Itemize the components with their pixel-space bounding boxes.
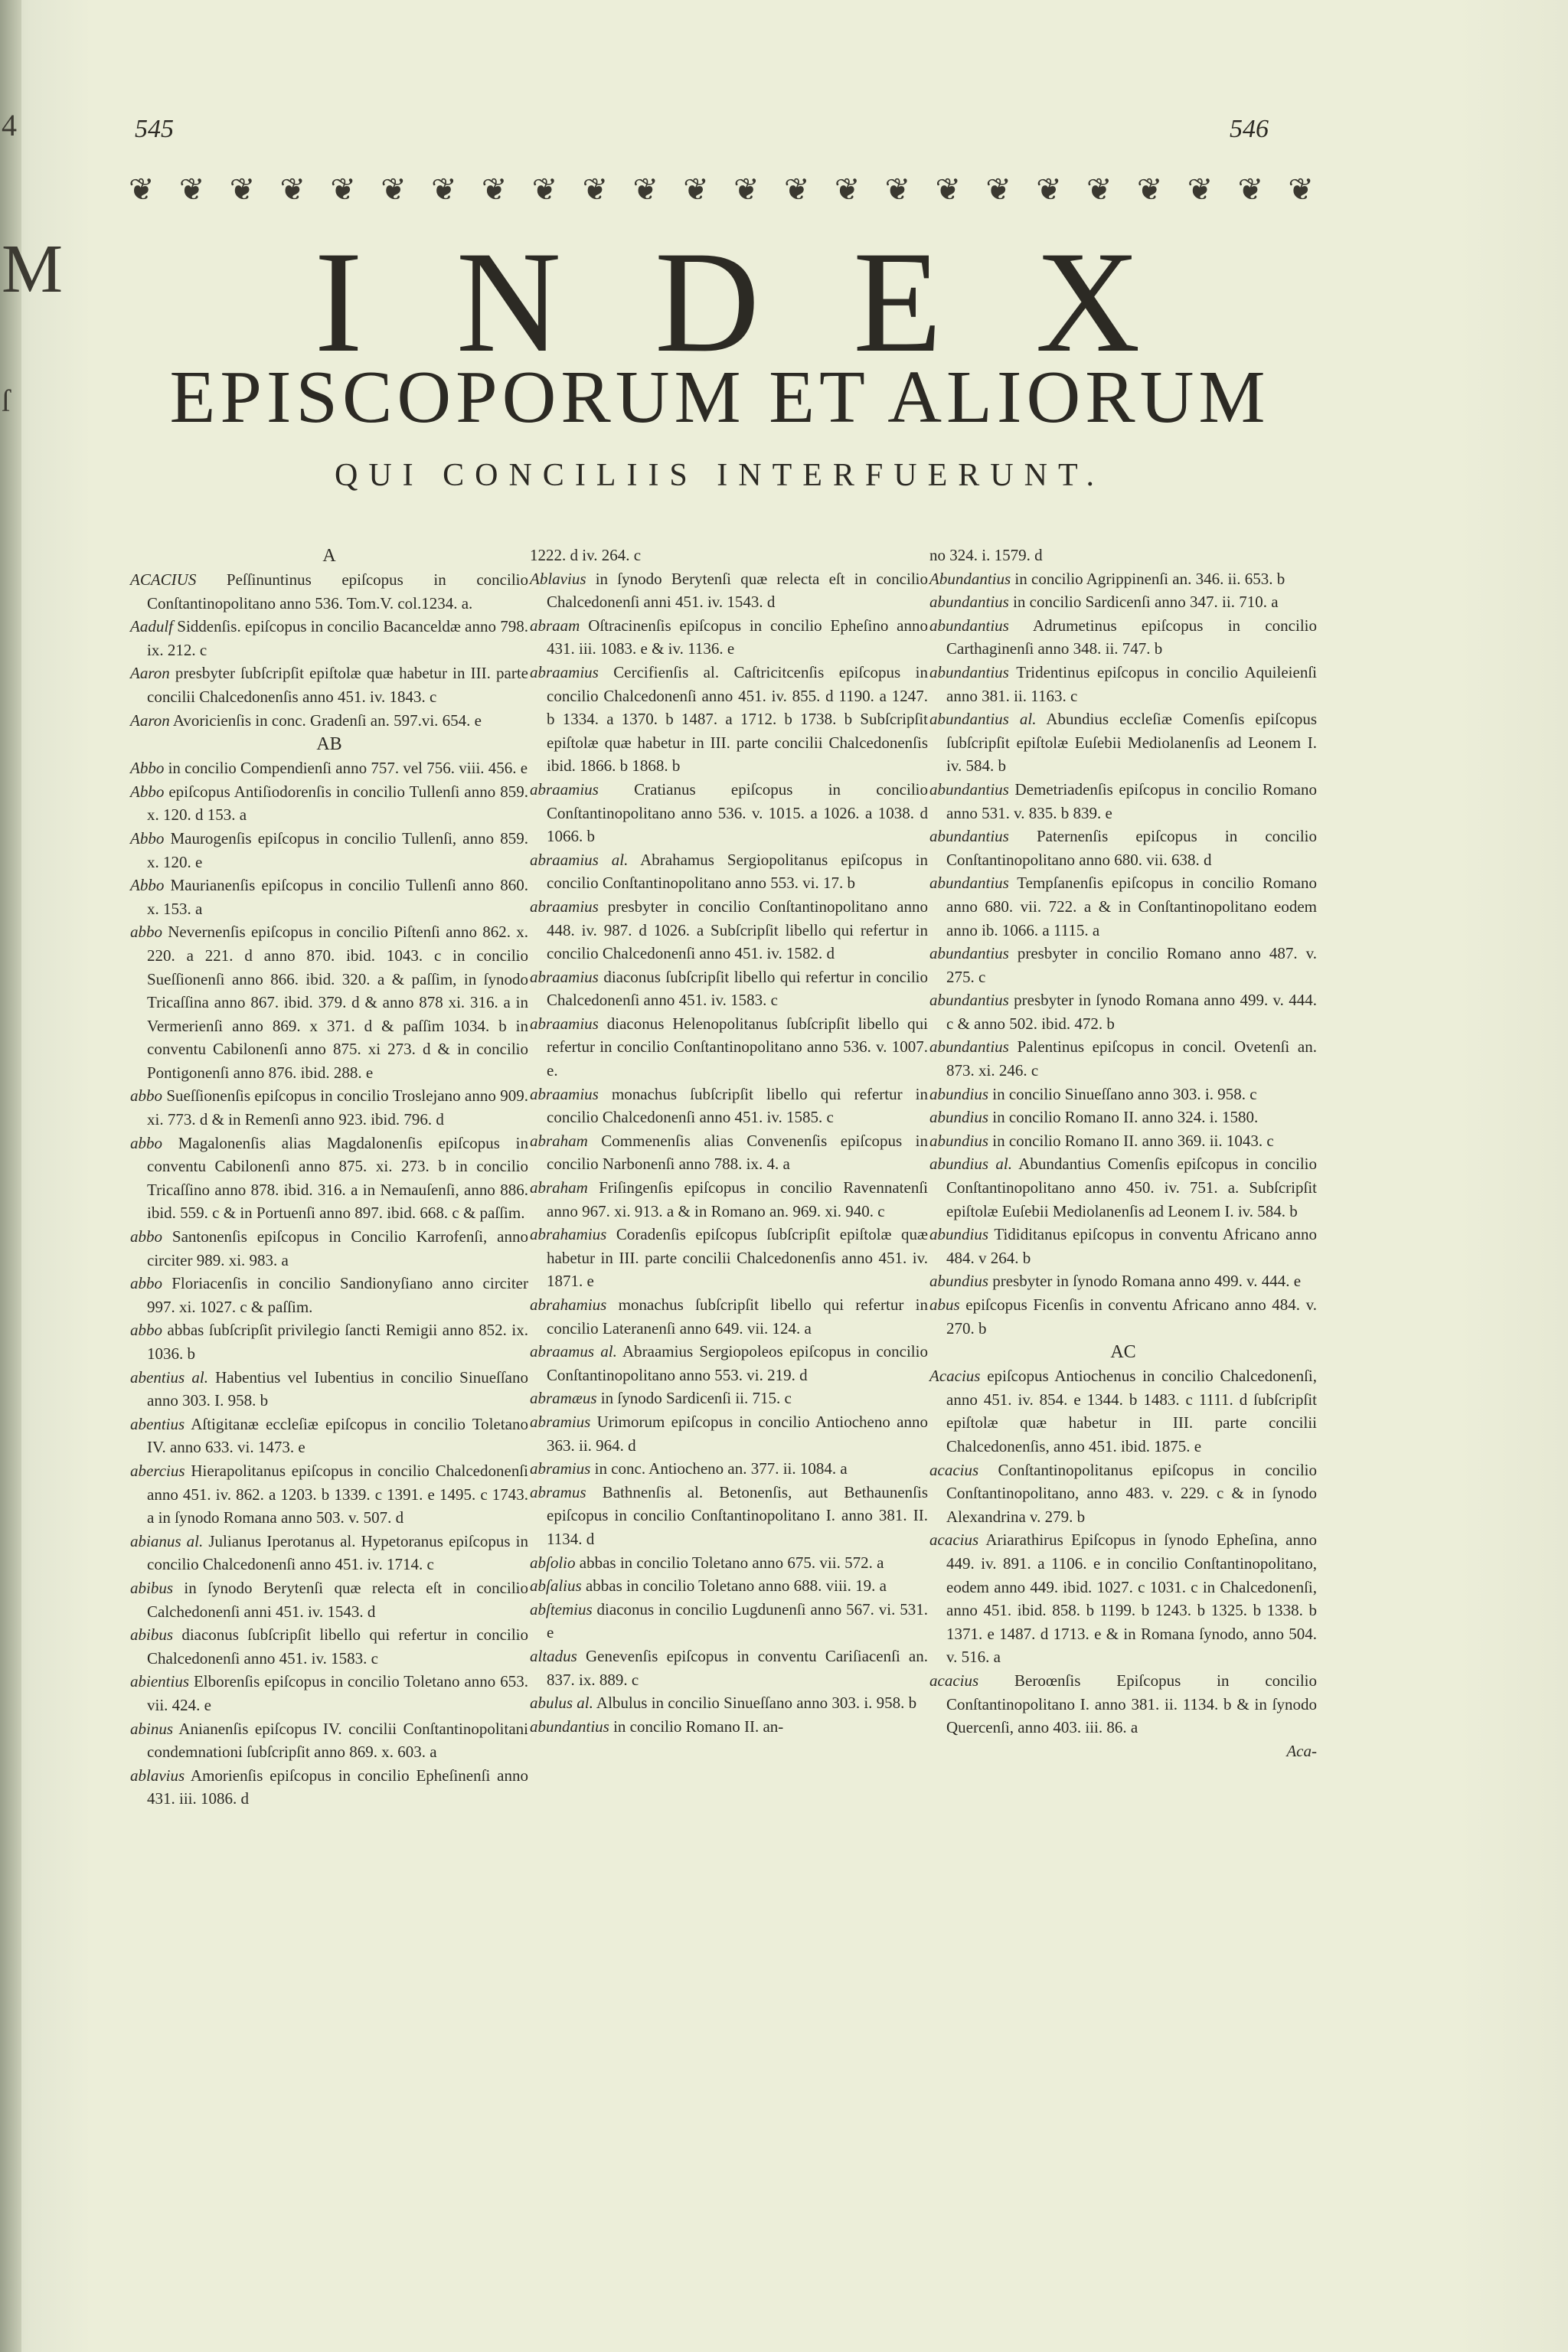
entry-text: Abundantius Comenſis epiſcopus in concilio Conſtantinopolitano anno 450. iv. 751. a. Subſcripſit epiſtolæ Euſebii Mediolanenſis ad Leonem I. iv. 584. b bbox=[946, 1155, 1318, 1220]
entry-text: in concilio Sinueſſano anno 303. i. 958. c bbox=[988, 1084, 1257, 1103]
fleuron-glyph: ❦ bbox=[884, 172, 911, 207]
index-entry bbox=[130, 709, 528, 733]
entry-headword: Aadulf bbox=[130, 617, 173, 636]
index-entry bbox=[530, 544, 928, 567]
index-entry bbox=[130, 1717, 528, 1764]
entry-headword: abraam bbox=[530, 616, 580, 635]
index-entry bbox=[130, 1670, 528, 1717]
entry-headword: abrahamius bbox=[530, 1295, 607, 1314]
index-column-2 bbox=[530, 544, 928, 1738]
index-entry bbox=[929, 567, 1317, 591]
index-column-3 bbox=[929, 544, 1317, 1762]
entry-text: in concilio Romano II. anno 369. ii. 1043. c bbox=[988, 1131, 1274, 1150]
entry-headword: abbo bbox=[130, 1133, 162, 1152]
index-entry bbox=[929, 1129, 1317, 1153]
entry-text: Anianenſis epiſcopus IV. concilii Conſtantinopolitani condemnationi ſubſcripſit anno 869. x. 603. a bbox=[147, 1719, 528, 1762]
fleuron-glyph: ❦ bbox=[178, 172, 205, 207]
entry-headword: abundius al. bbox=[929, 1155, 1012, 1174]
entry-headword: Aaron bbox=[130, 710, 170, 730]
entry-text: in concilio Romano II. anno 324. i. 1580. bbox=[988, 1108, 1259, 1127]
entry-headword: Aaron bbox=[130, 664, 170, 683]
entry-text: Friſingenſis epiſcopus in concilio Ravennatenſi anno 967. xi. 913. a & in Romano an. 969. xi. 940. c bbox=[547, 1178, 928, 1220]
entry-headword: abraham bbox=[530, 1131, 588, 1150]
entry-text: abbas in concilio Toletano anno 688. viii. 19. a bbox=[581, 1576, 887, 1596]
entry-headword: abercius bbox=[130, 1461, 185, 1480]
index-entry bbox=[530, 895, 928, 965]
entry-headword: abbo bbox=[130, 1321, 162, 1340]
entry-headword: abundantius bbox=[929, 593, 1009, 612]
entry-text: Nevernenſis epiſcopus in concilio Piſtenſi anno 862. x. 220. a 221. d anno 870. ibid. 1043. c in concilio Sueſſionenſi anno 866. ibid. 320. a & paſſim, in ſynodo Tricaſſina anno 867. ibid. 379. d & anno 878 xi. 316. a in Vermerienſi anno 869. x 371. d & paſſim 1034. b in conventu Cabilonenſi anno 875. xi 273. d & in concilio Pontigonenſi anno 876. ibid. 288. e bbox=[147, 923, 528, 1082]
entry-text: Coradenſis epiſcopus ſubſcripſit epiſtolæ quæ habetur in III. parte concilii Chalcedonenſis anno 451. iv. 1871. e bbox=[547, 1225, 928, 1291]
fleuron-glyph: ❦ bbox=[1086, 172, 1112, 207]
entry-text: Conſtantinopolitanus epiſcopus in concilio Conſtantinopolitano, anno 483. v. 229. c & in ſynodo Alexandrina v. 279. b bbox=[946, 1460, 1317, 1526]
entry-headword: abundius bbox=[929, 1084, 989, 1103]
index-entry bbox=[530, 1340, 928, 1387]
entry-headword: Ablavius bbox=[530, 569, 586, 588]
page-number-right: 546 bbox=[1230, 115, 1269, 143]
page-subtitle: EPISCOPORUM ET ALIORUM bbox=[169, 356, 1270, 439]
entry-text: Commenenſis alias Convenenſis epiſcopus in concilio Narbonenſi anno 788. ix. 4. a bbox=[547, 1131, 928, 1174]
section-letter: A bbox=[322, 546, 336, 566]
index-entry bbox=[130, 1576, 528, 1623]
index-entry bbox=[130, 756, 528, 780]
gutter-mark: 4 bbox=[2, 108, 17, 142]
index-entry bbox=[929, 1035, 1317, 1082]
entry-text: Cercifienſis al. Caſtricitcenſis epiſcopus in concilio Chalcedonenſi anno 451. iv. 855. d 1190. a 1247. b 1334. a 1370. b 1487. a 1712. b 1738. b Subſcripſit epiſtolæ quæ habetur in III. parte concilii Chalcedonenſis ibid. 1866. b 1868. b bbox=[547, 662, 928, 776]
index-entry bbox=[929, 1528, 1317, 1669]
entry-headword: abbo bbox=[130, 1274, 162, 1293]
entry-text: Cratianus epiſcopus in concilio Conſtantinopolitano anno 536. v. 1015. a 1026. a 1038. d 1066. b bbox=[547, 779, 928, 846]
index-entry bbox=[929, 825, 1317, 871]
gutter-mark: ſ bbox=[2, 384, 11, 418]
index-entry bbox=[530, 1574, 928, 1598]
entry-text: Hierapolitanus epiſcopus in concilio Chalcedonenſi anno 451. iv. 862. a 1203. b 1339. c 1391. e 1495. c 1743. a in ſynodo Romana anno 503. v. 507. d bbox=[147, 1461, 528, 1527]
fleuron-glyph: ❦ bbox=[330, 172, 356, 207]
index-entry bbox=[530, 1481, 928, 1551]
index-entry bbox=[530, 1083, 928, 1129]
index-entry bbox=[130, 827, 528, 874]
index-entry bbox=[929, 590, 1317, 614]
page-subsubtitle: QUI CONCILIIS INTERFUERUNT. bbox=[334, 458, 1105, 493]
entry-headword: abundantius bbox=[929, 779, 1009, 799]
entry-text: Siddenſis. epiſcopus in concilio Bacanceldæ anno 798. ix. 212. c bbox=[147, 617, 528, 659]
entry-headword: abulus al. bbox=[530, 1694, 593, 1713]
entry-headword: abundius bbox=[929, 1272, 989, 1291]
entry-headword: abraamius bbox=[530, 1084, 599, 1103]
entry-headword: abundantius bbox=[929, 944, 1009, 963]
catchword: Aca- bbox=[1286, 1741, 1317, 1760]
entry-headword: abramius bbox=[530, 1412, 591, 1431]
index-entry bbox=[530, 965, 928, 1012]
fleuron-glyph: ❦ bbox=[733, 172, 760, 207]
fleuron-glyph: ❦ bbox=[1136, 172, 1163, 207]
index-entry bbox=[929, 614, 1317, 661]
entry-text: Adrumetinus epiſcopus in concilio Carthaginenſi anno 348. ii. 747. b bbox=[946, 616, 1317, 658]
entry-text: Tridentinus epiſcopus in concilio Aquileienſi anno 381. ii. 1163. c bbox=[946, 662, 1317, 705]
entry-text: Oſtracinenſis epiſcopus in concilio Epheſino anno 431. iii. 1083. e & iv. 1136. e bbox=[547, 616, 928, 658]
entry-text: abbas in concilio Toletano anno 675. vii. 572. a bbox=[575, 1553, 884, 1572]
index-entry bbox=[929, 1106, 1317, 1129]
entry-text: Genevenſis epiſcopus in conventu Cariſiacenſi an. 837. ix. 889. c bbox=[547, 1646, 928, 1689]
entry-headword: abraamius al. bbox=[530, 850, 629, 869]
entry-text: Abundius eccleſiæ Comenſis epiſcopus ſubſcripſit epiſtolæ Euſebii Mediolanenſis ad Leonem I. iv. 584. b bbox=[946, 710, 1317, 776]
entry-text: Bathnenſis al. Betonenſis, aut Bethaunenſis epiſcopus in concilio Conſtantinopolitano I. anno 381. II. 1134. d bbox=[547, 1482, 928, 1548]
entry-text: abbas ſubſcripſit privilegio ſancti Remigii anno 852. ix. 1036. b bbox=[147, 1321, 528, 1363]
entry-text: Sueſſionenſis epiſcopus in concilio Troslejano anno 909. xi. 773. d & in Remenſi anno 923. ibid. 796. d bbox=[147, 1086, 528, 1129]
entry-text: presbyter in concilio Conſtantinopolitano anno 448. iv. 987. d 1026. a Subſcripſit libello qui refertur in concilio Chalcedonenſi anno 451. iv. 1582. d bbox=[547, 897, 928, 963]
entry-text: Abraamius Sergiopoleos epiſcopus in concilio Conſtantinopolitano anno 553. vi. 219. d bbox=[547, 1342, 928, 1384]
fleuron-glyph: ❦ bbox=[1036, 172, 1062, 207]
index-entry bbox=[130, 1084, 528, 1131]
fleuron-glyph: ❦ bbox=[229, 172, 256, 207]
fleuron-glyph: ❦ bbox=[129, 172, 155, 207]
fleuron-glyph: ❦ bbox=[1288, 172, 1314, 207]
entry-headword: abraamius bbox=[530, 779, 599, 799]
entry-text: Floriacenſis in concilio Sandionyſiano anno circiter 997. xi. 1027. c & paſſim. bbox=[147, 1274, 528, 1316]
entry-headword: abundius bbox=[929, 1225, 989, 1244]
entry-text: Julianus Iperotanus al. Hypetoranus epiſcopus in concilio Chalcedonenſi anno 451. iv. 1714. c bbox=[147, 1531, 529, 1574]
index-entry bbox=[130, 920, 528, 1084]
entry-headword: acacius bbox=[929, 1671, 979, 1690]
entry-text: diaconus in concilio Lugdunenſi anno 567. vi. 531. e bbox=[547, 1599, 928, 1642]
entry-headword: Abbo bbox=[130, 876, 165, 895]
section-letter: AB bbox=[316, 734, 342, 755]
fleuron-border bbox=[129, 170, 1314, 208]
index-entry bbox=[929, 1269, 1317, 1293]
entry-text: no 324. i. 1579. d bbox=[929, 546, 1043, 564]
entry-text: in ſynodo Berytenſi quæ relecta eſt in concilio Calchedonenſi anni 451. iv. 1543. d bbox=[147, 1578, 528, 1621]
index-entry bbox=[530, 1176, 928, 1223]
index-entry bbox=[530, 1645, 928, 1691]
index-entry bbox=[929, 871, 1317, 942]
fleuron-glyph: ❦ bbox=[279, 172, 306, 207]
entry-headword: Abbo bbox=[130, 759, 165, 778]
entry-headword: acacius bbox=[929, 1460, 979, 1479]
index-entry bbox=[530, 1223, 928, 1293]
index-entry bbox=[530, 1715, 928, 1739]
index-column-1 bbox=[130, 544, 528, 1811]
entry-text: Beroœnſis Epiſcopus in concilio Conſtantinopolitano I. anno 381. ii. 1134. b & in ſynodo Quercenſi, anno 403. iii. 86. a bbox=[946, 1671, 1317, 1737]
entry-text: monachus ſubſcripſit libello qui refertur in concilio Lateranenſi anno 649. vii. 124. a bbox=[547, 1295, 928, 1338]
entry-text: diaconus ſubſcripſit libello qui refertur in concilio Chalcedonenſi anno 451. iv. 1583. c bbox=[147, 1625, 528, 1668]
index-entry bbox=[530, 567, 928, 614]
gutter-mark: M bbox=[2, 231, 64, 307]
index-entry bbox=[530, 1293, 928, 1340]
entry-headword: abundantius bbox=[929, 1037, 1009, 1057]
index-entry bbox=[929, 1223, 1317, 1269]
index-entry bbox=[530, 614, 928, 661]
entry-headword: abentius al. bbox=[130, 1367, 208, 1387]
index-entry bbox=[530, 778, 928, 848]
index-entry bbox=[530, 1410, 928, 1457]
index-entry bbox=[929, 942, 1317, 988]
entry-headword: abibus bbox=[130, 1625, 174, 1645]
fleuron-glyph: ❦ bbox=[632, 172, 658, 207]
entry-text: diaconus ſubſcripſit libello qui refertur in concilio Chalcedonenſi anno 451. iv. 1583. c bbox=[547, 967, 928, 1010]
entry-headword: Abbo bbox=[130, 828, 165, 848]
index-entry bbox=[130, 1764, 528, 1811]
entry-headword: abbo bbox=[130, 923, 162, 942]
entry-text: Amorienſis epiſcopus in concilio Epheſinenſi anno 431. iii. 1086. d bbox=[147, 1766, 528, 1808]
index-entry bbox=[130, 1132, 528, 1225]
entry-headword: abrahamius bbox=[530, 1225, 607, 1244]
index-entry bbox=[130, 568, 528, 615]
section-letter: AC bbox=[1110, 1342, 1136, 1363]
index-entry bbox=[130, 1318, 528, 1365]
entry-text: diaconus Helenopolitanus ſubſcripſit libello qui refertur in concilio Conſtantinopolitano anno 536. v. 1007. e. bbox=[547, 1014, 928, 1080]
fleuron-glyph: ❦ bbox=[1187, 172, 1214, 207]
entry-text: presbyter in ſynodo Romana anno 499. v. 444. c & anno 502. ibid. 472. b bbox=[946, 991, 1317, 1033]
entry-text: Maurianenſis epiſcopus in concilio Tullenſi anno 860. x. 153. a bbox=[147, 876, 528, 918]
index-entry bbox=[130, 1459, 528, 1530]
index-entry bbox=[130, 615, 528, 662]
facing-page-edge bbox=[0, 0, 64, 2352]
index-entry bbox=[530, 1457, 928, 1481]
entry-headword: abraham bbox=[530, 1178, 588, 1197]
entry-text: Maurogenſis epiſcopus in concilio Tullenſi, anno 859. x. 120. e bbox=[147, 828, 528, 871]
entry-headword: abundantius al. bbox=[929, 710, 1037, 729]
entry-text: 1222. d iv. 264. c bbox=[530, 546, 642, 564]
entry-headword: abſtemius bbox=[530, 1599, 593, 1619]
fleuron-glyph: ❦ bbox=[935, 172, 962, 207]
entry-text: in concilio Agrippinenſi an. 346. ii. 653. b bbox=[1011, 569, 1285, 588]
entry-headword: acacius bbox=[929, 1530, 979, 1550]
index-entry bbox=[130, 662, 528, 708]
entry-headword: abundius bbox=[929, 1131, 989, 1150]
index-entry bbox=[929, 1293, 1317, 1340]
fleuron-glyph: ❦ bbox=[481, 172, 508, 207]
fleuron-glyph: ❦ bbox=[431, 172, 457, 207]
index-entry bbox=[929, 1152, 1317, 1223]
entry-headword: abundantius bbox=[929, 616, 1009, 635]
entry-text: epiſcopus Antiochenus in concilio Chalcedonenſi, anno 451. iv. 854. e 1344. b 1483. c 1111. d ſubſcripſit epiſtolæ quæ habetur in III. parte concilii Chalcedonenſis, anno 451. ibid. 1875. e bbox=[946, 1367, 1317, 1455]
entry-text: in ſynodo Berytenſi quæ relecta eſt in concilio Chalcedonenſi anni 451. iv. 1543. d bbox=[547, 569, 928, 612]
entry-text: in conc. Antiocheno an. 377. ii. 1084. a bbox=[590, 1459, 848, 1478]
entry-text: presbyter ſubſcripſit epiſtolæ quæ habetur in III. parte concilii Chalcedonenſis anno 451. iv. 1843. c bbox=[147, 664, 528, 706]
index-entry bbox=[530, 1551, 928, 1575]
entry-text: Palentinus epiſcopus in concil. Ovetenſi an. 873. xi. 246. c bbox=[946, 1037, 1317, 1080]
entry-headword: abentius bbox=[130, 1414, 185, 1433]
entry-text: in concilio Compendienſi anno 757. vel 756. viii. 456. e bbox=[164, 759, 528, 778]
entry-text: Tempſanenſis epiſcopus in concilio Romano anno 680. vii. 722. a & in Conſtantinopolitano eodem anno ib. 1066. a 1115. a bbox=[946, 874, 1317, 939]
entry-text: Santonenſis epiſcopus in Concilio Karrofenſi, anno circiter 989. xi. 983. a bbox=[147, 1227, 528, 1269]
entry-headword: abbo bbox=[130, 1086, 162, 1106]
index-entry bbox=[530, 1598, 928, 1645]
index-entry bbox=[130, 780, 528, 827]
entry-text: Ariarathirus Epiſcopus in ſynodo Epheſina, anno 449. iv. 891. a 1106. e in concilio Conſtantinopolitano, eodem anno 449. ibid. 1027. c 1031. c in Chalcedonenſi, anno 451. ibid. 858. b 1199. b 1243. b 1325. b 1338. b 1371. e 1487. d 1713. e & in Romana ſynodo, anno 504. v. 516. a bbox=[946, 1530, 1317, 1667]
fleuron-glyph: ❦ bbox=[381, 172, 407, 207]
index-entry bbox=[530, 1387, 928, 1410]
index-entry bbox=[929, 544, 1317, 567]
entry-headword: abramus bbox=[530, 1482, 586, 1501]
index-entry bbox=[530, 1129, 928, 1176]
entry-headword: abianus al. bbox=[130, 1531, 204, 1550]
entry-headword: abramæus bbox=[530, 1389, 597, 1408]
index-entry bbox=[929, 1364, 1317, 1458]
entry-text: in ſynodo Sardicenſi ii. 715. c bbox=[596, 1389, 792, 1408]
entry-headword: abundantius bbox=[530, 1717, 609, 1736]
entry-headword: abundius bbox=[929, 1108, 989, 1127]
index-entry bbox=[530, 1012, 928, 1083]
entry-text: Demetriadenſis epiſcopus in concilio Romano anno 531. v. 835. b 839. e bbox=[946, 779, 1317, 822]
index-entry bbox=[929, 1083, 1317, 1106]
entry-text: presbyter in ſynodo Romana anno 499. v. 444. e bbox=[988, 1272, 1302, 1291]
index-entry bbox=[929, 778, 1317, 825]
index-entry bbox=[130, 1225, 528, 1272]
fleuron-glyph: ❦ bbox=[834, 172, 861, 207]
entry-headword: Abundantius bbox=[929, 569, 1011, 588]
index-entry bbox=[130, 874, 528, 920]
entry-text: epiſcopus Antiſiodorenſis in concilio Tullenſi anno 859. x. 120. d 153. a bbox=[147, 782, 528, 825]
index-entry bbox=[130, 1530, 528, 1576]
entry-headword: abundantius bbox=[929, 991, 1009, 1010]
entry-headword: abraamus al. bbox=[530, 1342, 617, 1361]
entry-headword: Abbo bbox=[130, 782, 165, 801]
entry-headword: abraamius bbox=[530, 897, 599, 916]
entry-headword: abinus bbox=[130, 1719, 174, 1738]
entry-headword: abus bbox=[929, 1295, 960, 1314]
index-entry bbox=[929, 661, 1317, 707]
entry-text: Urimorum epiſcopus in concilio Antiocheno anno 363. ii. 964. d bbox=[547, 1412, 928, 1455]
entry-headword: abraamius bbox=[530, 1014, 599, 1033]
page-title: INDEX bbox=[314, 222, 1234, 383]
entry-headword: altadus bbox=[530, 1646, 577, 1665]
entry-headword: abundantius bbox=[929, 874, 1009, 893]
index-entry bbox=[530, 848, 928, 895]
index-entry bbox=[130, 1272, 528, 1318]
entry-headword: Acacius bbox=[929, 1367, 981, 1386]
index-entry bbox=[130, 1413, 528, 1459]
entry-headword: ablavius bbox=[130, 1766, 185, 1785]
entry-headword: abundantius bbox=[929, 827, 1009, 846]
fleuron-glyph: ❦ bbox=[582, 172, 609, 207]
index-entry bbox=[929, 1669, 1317, 1740]
entry-headword: ACACIUS bbox=[130, 570, 197, 589]
index-entry bbox=[130, 1623, 528, 1670]
page-number-left: 545 bbox=[135, 115, 174, 143]
entry-text: Paternenſis epiſcopus in concilio Conſtantinopolitano anno 680. vii. 638. d bbox=[946, 827, 1317, 869]
entry-headword: abraamius bbox=[530, 967, 599, 986]
entry-text: Abrahamus Sergiopolitanus epiſcopus in concilio Conſtantinopolitano anno 553. vi. 17. b bbox=[547, 850, 928, 893]
entry-headword: abſalius bbox=[530, 1576, 582, 1596]
entry-headword: abientius bbox=[130, 1672, 189, 1691]
entry-text: Magalonenſis alias Magdalonenſis epiſcopus in conventu Cabilonenſi anno 875. xi. 273. b in concilio Tricaſſino anno 878. ibid. 316. a in Nemauſenſi, anno 886. ibid. 559. c & in Portuenſi anno 897. ibid. 668. c & paſſim. bbox=[147, 1133, 528, 1223]
entry-text: Tididitanus epiſcopus in conventu Africano anno 484. v 264. b bbox=[946, 1225, 1317, 1267]
entry-text: presbyter in concilio Romano anno 487. v. 275. c bbox=[946, 944, 1317, 986]
index-entry bbox=[929, 707, 1317, 778]
index-entry bbox=[929, 988, 1317, 1035]
entry-headword: abraamius bbox=[530, 662, 599, 681]
entry-headword: abibus bbox=[130, 1578, 174, 1597]
entry-text: Aſtigitanæ eccleſiæ epiſcopus in concilio Toletano IV. anno 633. vi. 1473. e bbox=[147, 1414, 528, 1457]
index-entry bbox=[929, 1459, 1317, 1529]
entry-text: monachus ſubſcripſit libello qui refertur in concilio Chalcedonenſi anno 451. iv. 1585. c bbox=[547, 1084, 928, 1127]
entry-headword: abbo bbox=[130, 1227, 162, 1246]
fleuron-glyph: ❦ bbox=[985, 172, 1011, 207]
index-entry bbox=[530, 1691, 928, 1715]
fleuron-glyph: ❦ bbox=[1237, 172, 1264, 207]
entry-text: Albulus in concilio Sinueſſano anno 303. i. 958. b bbox=[593, 1694, 917, 1713]
fleuron-glyph: ❦ bbox=[683, 172, 709, 207]
entry-headword: abundantius bbox=[929, 662, 1009, 681]
entry-text: in concilio Romano II. an- bbox=[609, 1717, 784, 1736]
entry-text: Avoricienſis in conc. Gradenſi an. 597.vi. 654. e bbox=[169, 710, 482, 730]
entry-headword: abramius bbox=[530, 1459, 591, 1478]
index-entry bbox=[530, 661, 928, 778]
fleuron-glyph: ❦ bbox=[783, 172, 810, 207]
entry-text: in concilio Sardicenſi anno 347. ii. 710. a bbox=[1008, 593, 1279, 612]
entry-text: Elborenſis epiſcopus in concilio Toletano anno 653. vii. 424. e bbox=[147, 1672, 528, 1714]
entry-text: epiſcopus Ficenſis in conventu Africano anno 484. v. 270. b bbox=[946, 1295, 1317, 1338]
index-entry bbox=[130, 1366, 528, 1413]
entry-text: Peſſinuntinus epiſcopus in concilio Conſtantinopolitano anno 536. Tom.V. col.1234. a. bbox=[147, 570, 528, 612]
entry-headword: abſolio bbox=[530, 1553, 576, 1572]
fleuron-glyph: ❦ bbox=[531, 172, 558, 207]
entry-text: Habentius vel Iubentius in concilio Sinueſſano anno 303. I. 958. b bbox=[147, 1367, 529, 1410]
